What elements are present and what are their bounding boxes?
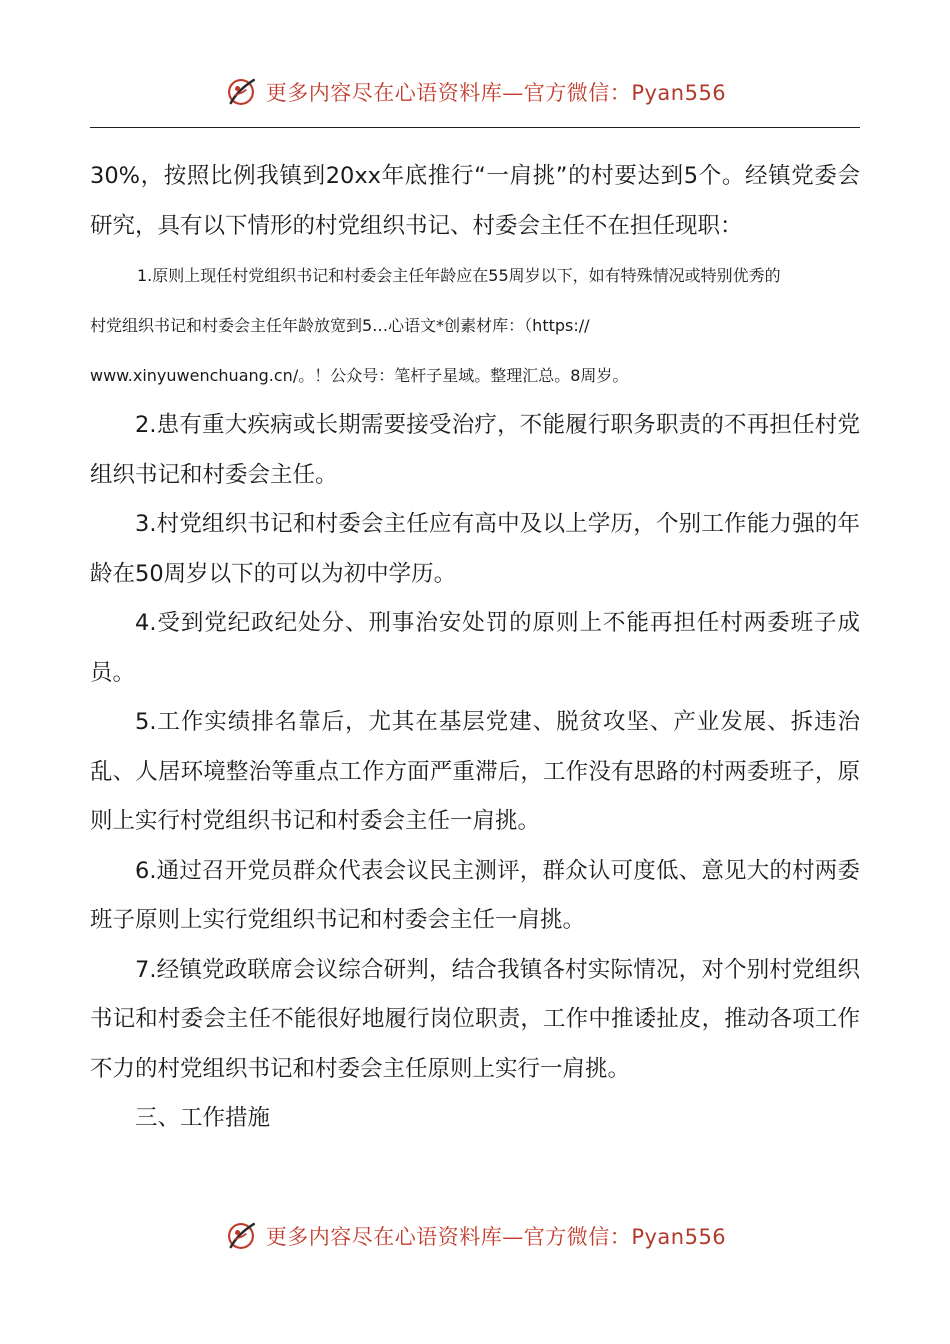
seal-logo-icon xyxy=(224,75,258,109)
list-item: 5.工作实绩排名靠后，尤其在基层党建、脱贫攻坚、产业发展、拆违治乱、人居环境整治等重点工作方面严重滞后，工作没有思路的村两委班子，原则上实行村党组织书记和村委会主任一肩挑。 xyxy=(90,709,860,834)
seal-logo-icon xyxy=(224,1219,258,1253)
list-item: 4.受到党纪政纪处分、刑事治安处罚的原则上不能再担任村两委班子成员。 xyxy=(90,610,860,686)
small-line: 村党组织书记和村委会主任年龄放宽到5…心语文*创素材库：（https:// xyxy=(90,316,590,335)
watermark-brand xyxy=(224,1219,726,1253)
page-footer-watermark xyxy=(0,1216,950,1256)
watermark-brand xyxy=(224,75,726,109)
list-item: 7.经镇党政联席会议综合研判，结合我镇各村实际情况，对个别村党组织书记和村委会主任不能很好地履行岗位职责，工作中推诿扯皮，推动各项工作不力的村党组织书记和村委会主任原则上实行一肩挑。 xyxy=(90,956,860,1082)
list-item: 2.患有重大疾病或长期需要接受治疗，不能履行职务职责的不再担任村党组织书记和村委会主任。 xyxy=(90,412,860,488)
watermark-text xyxy=(266,1221,726,1251)
watermark-slogan: 更多内容尽在心语资料库—官方微信： xyxy=(265,81,632,105)
paragraph-intro: 30%，按照比例我镇到20xx年底推行“一肩挑”的村要达到5个。经镇党委会研究，具有以下情形的村党组织书记、村委会主任不在担任现职： xyxy=(90,163,860,239)
small-text-block xyxy=(90,251,860,401)
list-item: 6.通过召开党员群众代表会议民主测评，群众认可度低、意见大的村两委班子原则上实行党组织书记和村委会主任一肩挑。 xyxy=(90,857,860,933)
watermark-wechat-id: Pyan556 xyxy=(631,81,727,105)
document-body xyxy=(90,152,860,1144)
watermark-wechat-id: Pyan556 xyxy=(631,1225,727,1249)
header-divider xyxy=(90,127,860,128)
watermark-text xyxy=(266,77,726,107)
page-header-watermark xyxy=(0,72,950,112)
watermark-slogan: 更多内容尽在心语资料库—官方微信： xyxy=(265,1225,632,1249)
list-item: 3.村党组织书记和村委会主任应有高中及以上学历，个别工作能力强的年龄在50周岁以下的可以为初中学历。 xyxy=(90,511,860,587)
small-line-text: 1.原则上现任村党组织书记和村委会主任年龄应在55周岁以下，如有特殊情况或特别优秀的 xyxy=(137,266,781,285)
small-line: www.xinyuwenchuang.cn/。！公众号：笔杆子星域。整理汇总。8周岁。 xyxy=(90,366,629,385)
small-line xyxy=(90,251,860,301)
section-heading: 三、工作措施 xyxy=(135,1105,271,1131)
